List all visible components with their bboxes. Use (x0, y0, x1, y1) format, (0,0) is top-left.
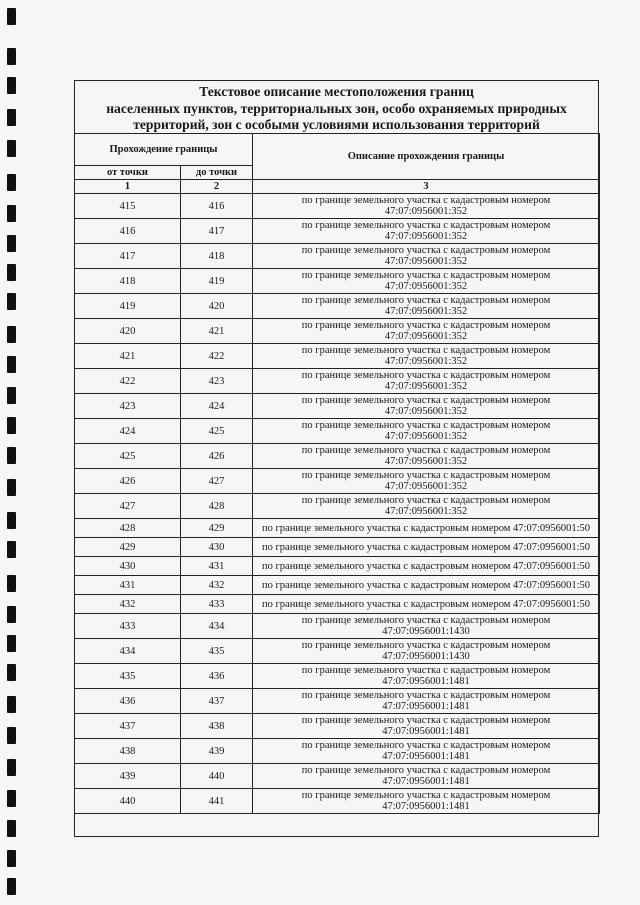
from-point-cell: 437 (75, 714, 181, 739)
description-line: 47:07:0956001:1481 (382, 776, 470, 787)
description-line: 47:07:0956001:1430 (382, 626, 470, 637)
binding-hole (7, 264, 16, 281)
table-row (75, 219, 600, 244)
from-point-cell: 417 (75, 244, 181, 269)
description-cell (253, 469, 600, 494)
from-point-cell: 415 (75, 194, 181, 219)
description-line: по границе земельного участка с кадастровым номером (301, 320, 551, 331)
column-number-1: 1 (75, 180, 181, 194)
binding-hole (7, 664, 16, 681)
description-cell (253, 595, 600, 614)
from-point-cell: 420 (75, 319, 181, 344)
table-row (75, 319, 600, 344)
description-line: 47:07:0956001:1481 (382, 751, 470, 762)
description-cell (253, 614, 600, 639)
from-point-cell: 434 (75, 639, 181, 664)
description-line: по границе земельного участка с кадастровым номером (301, 690, 551, 701)
description-line: по границе земельного участка с кадастровым номером 47:07:0956001:50 (261, 579, 591, 591)
to-point-cell: 419 (181, 269, 253, 294)
to-point-cell: 425 (181, 419, 253, 444)
table-row (75, 538, 600, 557)
description-line: 47:07:0956001:1481 (382, 726, 470, 737)
binding-hole (7, 820, 16, 837)
to-point-cell: 429 (181, 519, 253, 538)
from-point-cell: 418 (75, 269, 181, 294)
to-point-cell: 437 (181, 689, 253, 714)
description-cell (253, 789, 600, 814)
to-point-cell: 427 (181, 469, 253, 494)
description-line: по границе земельного участка с кадастровым номером (301, 370, 551, 381)
description-cell (253, 219, 600, 244)
boundary-table (74, 133, 600, 814)
header-boundary-group: Прохождение границы (75, 134, 253, 166)
description-line: 47:07:0956001:352 (384, 281, 468, 292)
table-row (75, 294, 600, 319)
binding-hole (7, 235, 16, 252)
description-line: 47:07:0956001:352 (384, 456, 468, 467)
from-point-cell: 419 (75, 294, 181, 319)
description-line: 47:07:0956001:352 (384, 506, 468, 517)
description-cell (253, 319, 600, 344)
from-point-cell: 431 (75, 576, 181, 595)
from-point-cell: 430 (75, 557, 181, 576)
binding-hole (7, 205, 16, 222)
description-line: по границе земельного участка с кадастровым номером (301, 220, 551, 231)
binding-hole (7, 759, 16, 776)
table-row (75, 739, 600, 764)
to-point-cell: 433 (181, 595, 253, 614)
binding-hole (7, 878, 16, 895)
description-line: по границе земельного участка с кадастровым номером 47:07:0956001:50 (261, 522, 591, 534)
description-line: по границе земельного участка с кадастровым номером (301, 665, 551, 676)
table-row (75, 557, 600, 576)
to-point-cell: 434 (181, 614, 253, 639)
description-line: по границе земельного участка с кадастровым номером (301, 640, 551, 651)
from-point-cell: 433 (75, 614, 181, 639)
to-point-cell: 431 (181, 557, 253, 576)
description-cell (253, 244, 600, 269)
from-point-cell: 436 (75, 689, 181, 714)
table-row (75, 595, 600, 614)
description-line: по границе земельного участка с кадастровым номером (301, 470, 551, 481)
to-point-cell: 420 (181, 294, 253, 319)
description-line: по границе земельного участка с кадастровым номером (301, 740, 551, 751)
from-point-cell: 423 (75, 394, 181, 419)
from-point-cell: 426 (75, 469, 181, 494)
column-number-3: 3 (253, 180, 600, 194)
description-line: 47:07:0956001:1481 (382, 701, 470, 712)
description-cell (253, 369, 600, 394)
binding-hole (7, 479, 16, 496)
description-cell (253, 639, 600, 664)
description-line: 47:07:0956001:352 (384, 256, 468, 267)
description-line: по границе земельного участка с кадастровым номером (301, 295, 551, 306)
description-line: 47:07:0956001:352 (384, 331, 468, 342)
from-point-cell: 440 (75, 789, 181, 814)
table-row (75, 494, 600, 519)
to-point-cell: 423 (181, 369, 253, 394)
table-row (75, 664, 600, 689)
binding-hole (7, 356, 16, 373)
description-cell (253, 739, 600, 764)
description-line: по границе земельного участка с кадастровым номером (301, 345, 551, 356)
binding-hole (7, 140, 16, 157)
to-point-cell: 432 (181, 576, 253, 595)
description-line: по границе земельного участка с кадастровым номером (301, 715, 551, 726)
table-row (75, 639, 600, 664)
description-line: по границе земельного участка с кадастровым номером (301, 615, 551, 626)
binding-hole (7, 512, 16, 529)
description-cell (253, 494, 600, 519)
table-row (75, 689, 600, 714)
description-cell (253, 419, 600, 444)
from-point-cell: 438 (75, 739, 181, 764)
description-cell (253, 664, 600, 689)
to-point-cell: 417 (181, 219, 253, 244)
description-line: по границе земельного участка с кадастровым номером (301, 245, 551, 256)
binding-hole (7, 174, 16, 191)
description-line: 47:07:0956001:352 (384, 406, 468, 417)
description-line: 47:07:0956001:1481 (382, 801, 470, 812)
description-line: 47:07:0956001:352 (384, 431, 468, 442)
table-row (75, 369, 600, 394)
description-cell (253, 294, 600, 319)
binding-hole (7, 575, 16, 592)
table-row (75, 469, 600, 494)
from-point-cell: 425 (75, 444, 181, 469)
from-point-cell: 424 (75, 419, 181, 444)
from-point-cell: 422 (75, 369, 181, 394)
binding-hole (7, 326, 16, 343)
binding-hole (7, 850, 16, 867)
header-from-point: от точки (75, 166, 181, 180)
description-line: по границе земельного участка с кадастровым номером (301, 790, 551, 801)
binding-hole (7, 541, 16, 558)
from-point-cell: 429 (75, 538, 181, 557)
from-point-cell: 439 (75, 764, 181, 789)
description-cell (253, 714, 600, 739)
binding-hole (7, 790, 16, 807)
to-point-cell: 422 (181, 344, 253, 369)
binding-holes (0, 0, 30, 905)
table-row (75, 714, 600, 739)
table-row (75, 444, 600, 469)
description-cell (253, 576, 600, 595)
description-line: по границе земельного участка с кадастровым номером (301, 765, 551, 776)
table-body (75, 194, 600, 814)
binding-hole (7, 727, 16, 744)
description-cell (253, 394, 600, 419)
binding-hole (7, 417, 16, 434)
to-point-cell: 416 (181, 194, 253, 219)
binding-hole (7, 109, 16, 126)
description-line: 47:07:0956001:1430 (382, 651, 470, 662)
to-point-cell: 424 (181, 394, 253, 419)
description-line: 47:07:0956001:352 (384, 306, 468, 317)
description-cell (253, 557, 600, 576)
description-line: 47:07:0956001:352 (384, 231, 468, 242)
to-point-cell: 426 (181, 444, 253, 469)
description-line: по границе земельного участка с кадастровым номером (301, 445, 551, 456)
description-line: 47:07:0956001:1481 (382, 676, 470, 687)
binding-hole (7, 8, 16, 25)
to-point-cell: 438 (181, 714, 253, 739)
document-title (74, 84, 599, 134)
from-point-cell: 428 (75, 519, 181, 538)
from-point-cell: 416 (75, 219, 181, 244)
binding-hole (7, 293, 16, 310)
to-point-cell: 439 (181, 739, 253, 764)
description-line: по границе земельного участка с кадастровым номером 47:07:0956001:50 (261, 560, 591, 572)
to-point-cell: 418 (181, 244, 253, 269)
to-point-cell: 440 (181, 764, 253, 789)
from-point-cell: 421 (75, 344, 181, 369)
table-row (75, 194, 600, 219)
binding-hole (7, 635, 16, 652)
description-line: по границе земельного участка с кадастровым номером 47:07:0956001:50 (261, 598, 591, 610)
description-cell (253, 538, 600, 557)
description-line: 47:07:0956001:352 (384, 206, 468, 217)
description-cell (253, 194, 600, 219)
table-row (75, 789, 600, 814)
description-cell (253, 444, 600, 469)
table-row (75, 269, 600, 294)
to-point-cell: 435 (181, 639, 253, 664)
to-point-cell: 428 (181, 494, 253, 519)
from-point-cell: 427 (75, 494, 181, 519)
table-row (75, 244, 600, 269)
description-line: по границе земельного участка с кадастровым номером 47:07:0956001:50 (261, 541, 591, 553)
to-point-cell: 421 (181, 319, 253, 344)
to-point-cell: 441 (181, 789, 253, 814)
description-cell (253, 764, 600, 789)
description-line: по границе земельного участка с кадастровым номером (301, 395, 551, 406)
description-line: 47:07:0956001:352 (384, 381, 468, 392)
table-row (75, 576, 600, 595)
table-row (75, 614, 600, 639)
description-line: 47:07:0956001:352 (384, 356, 468, 367)
description-line: по границе земельного участка с кадастровым номером (301, 420, 551, 431)
description-cell (253, 689, 600, 714)
description-cell (253, 269, 600, 294)
description-line: по границе земельного участка с кадастровым номером (301, 270, 551, 281)
title-line-3: территорий, зон с особыми условиями использования территорий (133, 117, 540, 132)
table-row (75, 519, 600, 538)
description-line: по границе земельного участка с кадастровым номером (301, 495, 551, 506)
binding-hole (7, 77, 16, 94)
description-line: 47:07:0956001:352 (384, 481, 468, 492)
header-description: Описание прохождения границы (253, 134, 600, 180)
binding-hole (7, 606, 16, 623)
description-cell (253, 519, 600, 538)
description-cell (253, 344, 600, 369)
binding-hole (7, 387, 16, 404)
to-point-cell: 436 (181, 664, 253, 689)
to-point-cell: 430 (181, 538, 253, 557)
table-row (75, 394, 600, 419)
title-line-1: Текстовое описание местоположения границ (199, 84, 474, 99)
table-row (75, 764, 600, 789)
binding-hole (7, 48, 16, 65)
binding-hole (7, 447, 16, 464)
table-row (75, 419, 600, 444)
header-to-point: до точки (181, 166, 253, 180)
column-number-2: 2 (181, 180, 253, 194)
binding-hole (7, 696, 16, 713)
table-row (75, 344, 600, 369)
description-line: по границе земельного участка с кадастровым номером (301, 195, 551, 206)
from-point-cell: 432 (75, 595, 181, 614)
from-point-cell: 435 (75, 664, 181, 689)
title-line-2: населенных пунктов, территориальных зон, особо охраняемых природных (106, 100, 567, 116)
